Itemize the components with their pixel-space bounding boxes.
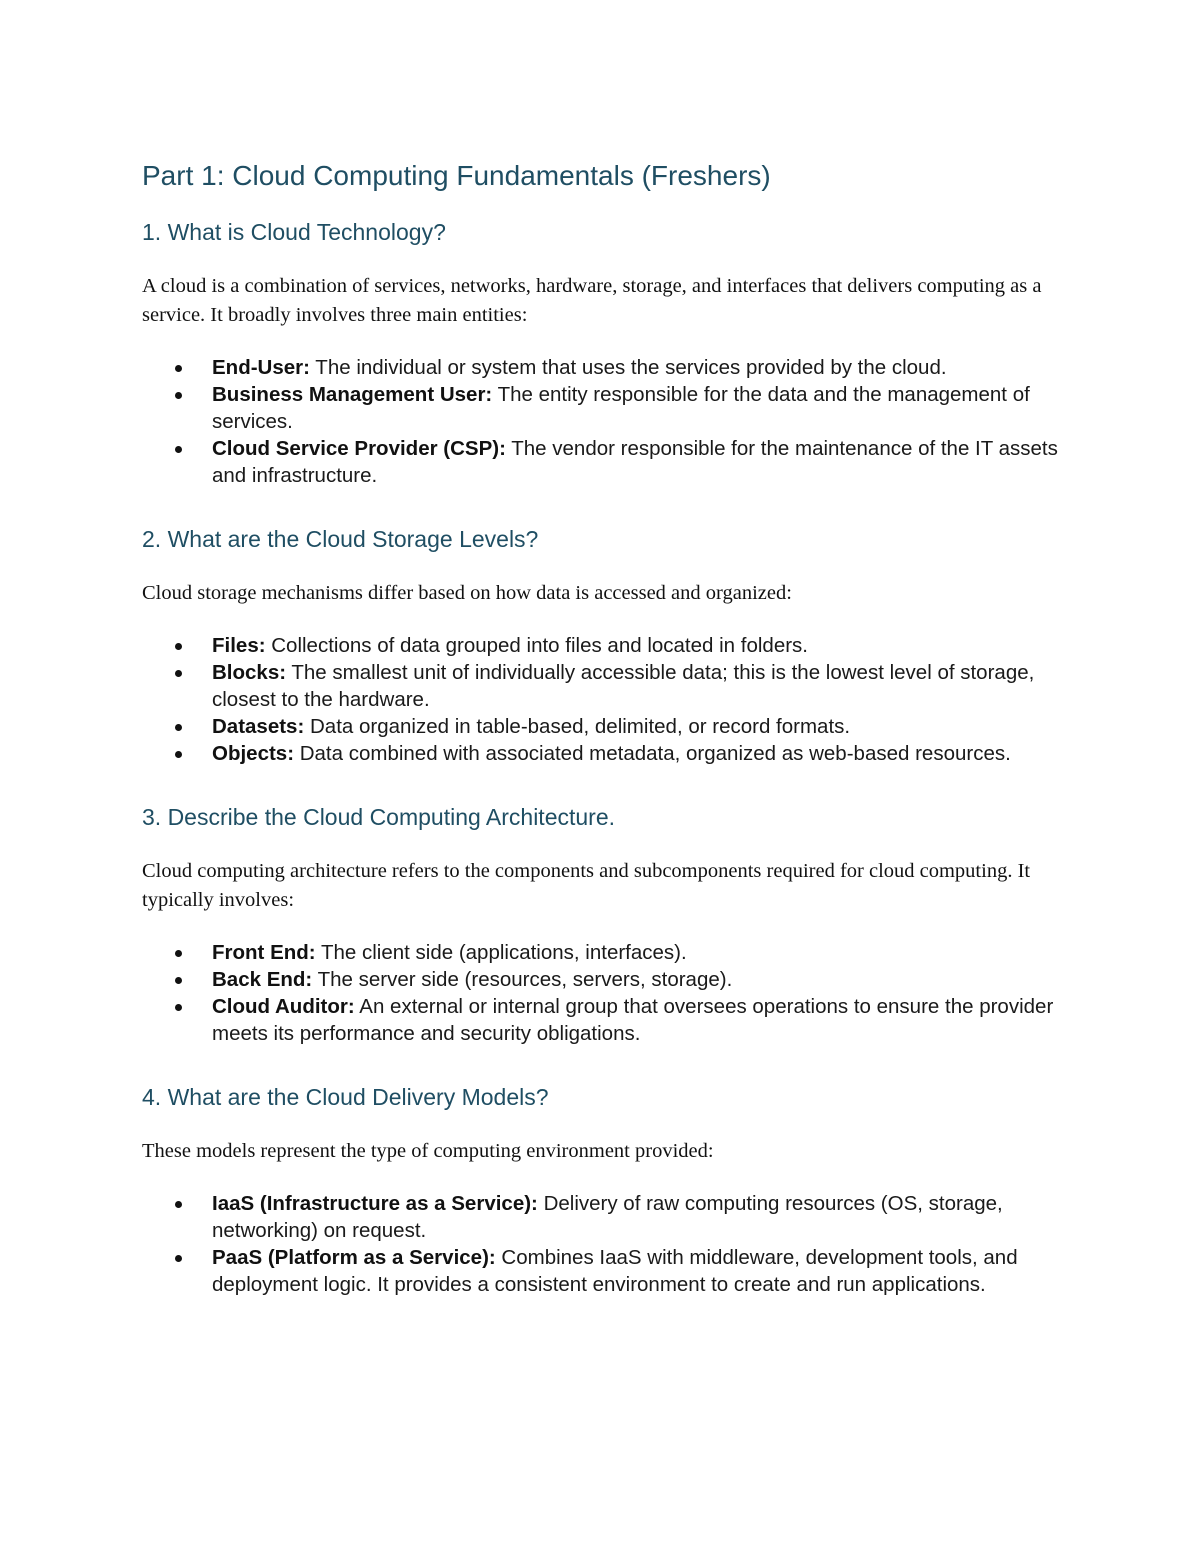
section-heading: 2. What are the Cloud Storage Levels? bbox=[142, 526, 539, 552]
section-storage-levels bbox=[142, 523, 1060, 767]
bullet-icon bbox=[175, 1201, 182, 1208]
section-delivery-models bbox=[142, 1081, 1060, 1298]
item-text: Data organized in table-based, delimited, or record formats. bbox=[304, 715, 851, 738]
item-text: The server side (resources, servers, storage). bbox=[312, 968, 733, 991]
item-term: IaaS (Infrastructure as a Service): bbox=[212, 1192, 538, 1215]
bullet-list bbox=[142, 632, 1060, 767]
item-text: The entity responsible for the data and the management of services. bbox=[212, 383, 1030, 433]
document-content bbox=[142, 156, 1060, 1332]
item-term: Front End: bbox=[212, 941, 316, 964]
section-heading: 3. Describe the Cloud Computing Architecture. bbox=[142, 804, 616, 830]
item-term: Blocks: bbox=[212, 661, 287, 684]
bullet-list bbox=[142, 354, 1060, 489]
item-text: The client side (applications, interfaces). bbox=[315, 941, 687, 964]
item-text: Collections of data grouped into files and located in folders. bbox=[265, 634, 808, 657]
item-term: Back End: bbox=[212, 968, 313, 991]
list-item bbox=[142, 659, 1060, 713]
bullet-icon bbox=[175, 365, 182, 372]
section-intro: These models represent the type of computing environment provided: bbox=[142, 1140, 714, 1162]
item-text: The individual or system that uses the services provided by the cloud. bbox=[309, 356, 947, 379]
list-item bbox=[142, 740, 1060, 767]
list-item bbox=[142, 939, 1060, 966]
item-text: The smallest unit of individually accessible data; this is the lowest level of storage, closest to the hardware. bbox=[212, 661, 1035, 711]
item-term: Datasets: bbox=[212, 715, 305, 738]
item-text: Combines IaaS with middleware, development tools, and deployment logic. It provides a consistent environment to create and run applications. bbox=[212, 1246, 1018, 1296]
item-term: Business Management User: bbox=[212, 383, 493, 406]
bullet-icon bbox=[175, 724, 182, 731]
item-text: Delivery of raw computing resources (OS, storage, networking) on request. bbox=[212, 1192, 1003, 1242]
section-intro: A cloud is a combination of services, networks, hardware, storage, and interfaces that delivers computing as a service. It broadly involves three main entities: bbox=[142, 275, 1042, 326]
bullet-icon bbox=[175, 446, 182, 453]
bullet-icon bbox=[175, 950, 182, 957]
list-item bbox=[142, 381, 1060, 435]
bullet-icon bbox=[175, 751, 182, 758]
list-item bbox=[142, 993, 1060, 1047]
list-item bbox=[142, 435, 1060, 489]
item-text: An external or internal group that oversees operations to ensure the provider meets its performance and security obligations. bbox=[212, 995, 1054, 1045]
list-item bbox=[142, 966, 1060, 993]
section-intro: Cloud storage mechanisms differ based on how data is accessed and organized: bbox=[142, 582, 792, 604]
list-item bbox=[142, 713, 1060, 740]
item-text: The vendor responsible for the maintenance of the IT assets and infrastructure. bbox=[212, 437, 1058, 487]
bullet-icon bbox=[175, 1255, 182, 1262]
list-item bbox=[142, 1190, 1060, 1244]
section-heading: 1. What is Cloud Technology? bbox=[142, 219, 446, 245]
item-term: End-User: bbox=[212, 356, 310, 379]
item-text: Data combined with associated metadata, organized as web-based resources. bbox=[294, 742, 1011, 765]
bullet-list bbox=[142, 939, 1060, 1047]
item-term: Cloud Service Provider (CSP): bbox=[212, 437, 506, 460]
item-term: Files: bbox=[212, 634, 266, 657]
list-item bbox=[142, 1244, 1060, 1298]
bullet-icon bbox=[175, 392, 182, 399]
bullet-icon bbox=[175, 1004, 182, 1011]
item-term: PaaS (Platform as a Service): bbox=[212, 1246, 496, 1269]
bullet-icon bbox=[175, 643, 182, 650]
section-cloud-technology bbox=[142, 216, 1060, 489]
section-intro: Cloud computing architecture refers to the components and subcomponents required for cloud computing. It typically involves: bbox=[142, 860, 1031, 911]
item-term: Cloud Auditor: bbox=[212, 995, 355, 1018]
bullet-icon bbox=[175, 977, 182, 984]
section-heading: 4. What are the Cloud Delivery Models? bbox=[142, 1084, 549, 1110]
section-architecture bbox=[142, 801, 1060, 1047]
list-item bbox=[142, 632, 1060, 659]
bullet-list bbox=[142, 1190, 1060, 1298]
list-item bbox=[142, 354, 1060, 381]
page-title: Part 1: Cloud Computing Fundamentals (Freshers) bbox=[142, 160, 771, 191]
bullet-icon bbox=[175, 670, 182, 677]
item-term: Objects: bbox=[212, 742, 295, 765]
